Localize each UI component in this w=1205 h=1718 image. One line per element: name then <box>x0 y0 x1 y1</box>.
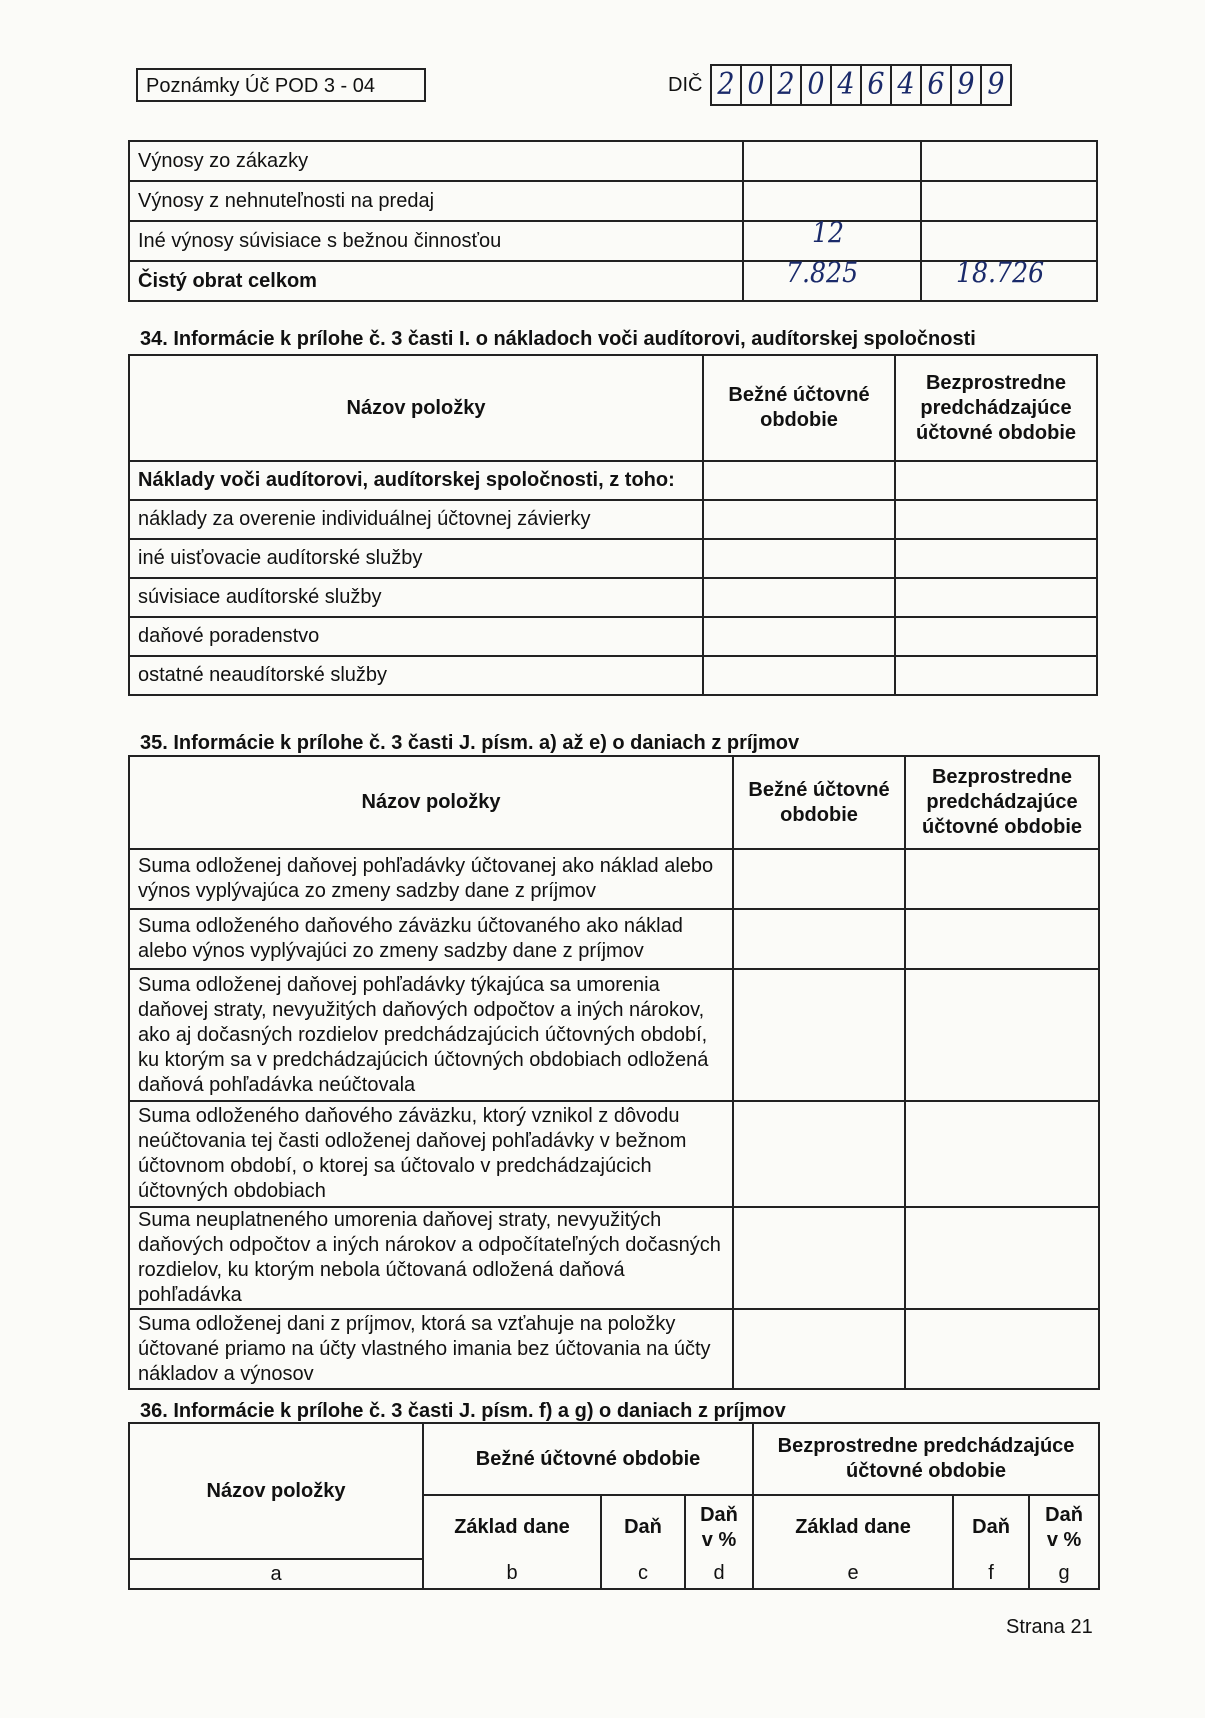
s34-cell-previous <box>895 461 1097 500</box>
section-35-table <box>128 755 1100 1390</box>
revenue-cell-previous <box>921 221 1097 261</box>
s35-col-previous: Bezprostredne predchádzajúce účtovné obdobie <box>905 756 1099 849</box>
table-row <box>129 1101 1099 1207</box>
s34-col-name: Názov položky <box>129 355 703 461</box>
s36-column-letter: d <box>685 1559 753 1589</box>
s34-cell-previous <box>895 500 1097 539</box>
dic-digit: 9 <box>980 64 1012 106</box>
form-label: Poznámky Úč POD 3 - 04 <box>146 75 375 97</box>
s36-column-letter: e <box>753 1559 953 1589</box>
section-35-title: 35. Informácie k prílohe č. 3 časti J. písm. a) až e) o daniach z príjmov <box>140 732 800 754</box>
revenue-row-label: Iné výnosy súvisiace s bežnou činnosťou <box>129 221 743 261</box>
revenue-row-label: Výnosy z nehnuteľnosti na predaj <box>129 181 743 221</box>
s36-group-previous: Bezprostredne predchádzajúce účtovné obdobie <box>753 1423 1099 1495</box>
s36-sub-base-current: Základ dane <box>423 1495 601 1559</box>
revenue-cell-current <box>743 181 921 221</box>
s34-col-current: Bežné účtovné obdobie <box>703 355 895 461</box>
table-row <box>129 1309 1099 1389</box>
s34-row-label: ostatné neaudítorské služby <box>129 656 703 695</box>
s34-cell-previous <box>895 617 1097 656</box>
s35-cell-previous <box>905 1309 1099 1389</box>
s35-cell-previous <box>905 909 1099 969</box>
section-36-table <box>128 1422 1100 1590</box>
revenue-table <box>128 140 1098 302</box>
s36-sub-tax-current: Daň <box>601 1495 685 1559</box>
table-row <box>129 500 1097 539</box>
s36-sub-tax-previous: Daň <box>953 1495 1029 1559</box>
s36-group-current: Bežné účtovné obdobie <box>423 1423 753 1495</box>
dic-digit: 0 <box>740 64 770 106</box>
s35-row-label: Suma odloženej daňovej pohľadávky účtovanej ako náklad alebo výnos vyplývajúca zo zmeny sadzby dane z príjmov <box>129 849 733 909</box>
table-row <box>129 181 1097 221</box>
s35-col-name: Názov položky <box>129 756 733 849</box>
s36-col-name: Názov položky <box>129 1423 423 1559</box>
handwritten-net-turnover-previous: 18.726 <box>956 256 1045 289</box>
dic-digit: 6 <box>920 64 950 106</box>
s34-cell-current <box>703 539 895 578</box>
revenue-row-label: Čistý obrat celkom <box>129 261 743 301</box>
s36-column-letter: f <box>953 1559 1029 1589</box>
dic-digit: 4 <box>830 64 860 106</box>
dic-digit: 0 <box>800 64 830 106</box>
dic-digit: 6 <box>860 64 890 106</box>
s34-cell-current <box>703 617 895 656</box>
s34-cell-previous <box>895 578 1097 617</box>
s35-row-label: Suma odloženého daňového záväzku účtovaného ako náklad alebo výnos vyplývajúci zo zmeny sadzby dane z príjmov <box>129 909 733 969</box>
s34-cell-current <box>703 656 895 695</box>
s36-sub-base-previous: Základ dane <box>753 1495 953 1559</box>
table-row <box>129 969 1099 1101</box>
s35-cell-current <box>733 909 905 969</box>
s36-column-letter: a <box>129 1559 423 1589</box>
s34-cell-previous <box>895 539 1097 578</box>
revenue-cell-current <box>743 141 921 181</box>
dic-digit: 4 <box>890 64 920 106</box>
s34-row-label: súvisiace audítorské služby <box>129 578 703 617</box>
s35-cell-current <box>733 1207 905 1309</box>
s35-cell-current <box>733 1309 905 1389</box>
section-34-title: 34. Informácie k prílohe č. 3 časti I. o nákladoch voči audítorovi, audítorskej spoločnosti <box>140 328 976 350</box>
s34-cell-current <box>703 578 895 617</box>
s35-col-current: Bežné účtovné obdobie <box>733 756 905 849</box>
table-row <box>129 539 1097 578</box>
s34-row-label: náklady za overenie individuálnej účtovnej závierky <box>129 500 703 539</box>
table-row <box>129 656 1097 695</box>
s34-cell-previous <box>895 656 1097 695</box>
dic-number <box>710 64 1012 106</box>
table-row <box>129 578 1097 617</box>
handwritten-net-turnover-current: 7.825 <box>786 256 859 289</box>
s36-sub-pct-previous: Daň v % <box>1029 1495 1099 1559</box>
s35-cell-current <box>733 1101 905 1207</box>
s36-column-letter: g <box>1029 1559 1099 1589</box>
s34-row-label: iné uisťovacie audítorské služby <box>129 539 703 578</box>
s35-row-label: Suma neuplatneného umorenia daňovej straty, nevyužitých daňových odpočtov a iných nárokov a odpočítateľných dočasných rozdielov, ku ktorým nebola účtovaná odložená daňová pohľadávka <box>129 1207 733 1309</box>
section-36-title: 36. Informácie k prílohe č. 3 časti J. písm. f) a g) o daniach z príjmov <box>140 1400 786 1422</box>
revenue-cell-previous <box>921 181 1097 221</box>
s36-sub-pct-current: Daň v % <box>685 1495 753 1559</box>
s35-row-label: Suma odloženej daňovej pohľadávky týkajúca sa umorenia daňovej straty, nevyužitých daňových odpočtov a iných nárokov, ako aj dočasných rozdielov predchádzajúcich účtovných období, ku ktorým sa v predchádzajúcich účtovných obdobiach odložená daňová pohľadávka neúčtovala <box>129 969 733 1101</box>
s36-column-letter: c <box>601 1559 685 1589</box>
s34-row-label: daňové poradenstvo <box>129 617 703 656</box>
s34-row-label: Náklady voči audítorovi, audítorskej spoločnosti, z toho: <box>129 461 703 500</box>
s35-cell-previous <box>905 969 1099 1101</box>
s35-row-label: Suma odloženej dani z príjmov, ktorá sa vzťahuje na položky účtované priamo na účty vlastného imania bez účtovania na účty nákladov a výnosov <box>129 1309 733 1389</box>
dic-digit: 9 <box>950 64 980 106</box>
table-row <box>129 1207 1099 1309</box>
s36-letter-row <box>129 1559 1099 1589</box>
table-row <box>129 617 1097 656</box>
s34-cell-current <box>703 461 895 500</box>
table-row <box>129 909 1099 969</box>
s35-cell-current <box>733 969 905 1101</box>
table-row <box>129 221 1097 261</box>
s35-cell-previous <box>905 1207 1099 1309</box>
dic-label: DIČ <box>668 74 703 96</box>
revenue-row-label: Výnosy zo zákazky <box>129 141 743 181</box>
s35-cell-previous <box>905 1101 1099 1207</box>
form-label-box <box>136 68 426 102</box>
revenue-cell-previous <box>921 141 1097 181</box>
table-row <box>129 849 1099 909</box>
dic-digit: 2 <box>710 64 740 106</box>
s34-col-previous: Bezprostredne predchádzajúce účtovné obdobie <box>895 355 1097 461</box>
s35-row-label: Suma odloženého daňového záväzku, ktorý vznikol z dôvodu neúčtovania tej časti odloženej daňovej pohľadávky v bežnom účtovnom období, o ktorej sa účtovalo v predchádzajúcich účtovných obdobiach <box>129 1101 733 1207</box>
page-number: Strana 21 <box>1006 1616 1093 1638</box>
table-row <box>129 261 1097 301</box>
handwritten-other-revenue: 12 <box>812 216 845 249</box>
s34-cell-current <box>703 500 895 539</box>
s35-cell-previous <box>905 849 1099 909</box>
s36-column-letter: b <box>423 1559 601 1589</box>
s35-cell-current <box>733 849 905 909</box>
table-row <box>129 141 1097 181</box>
section-34-table <box>128 354 1098 696</box>
dic-digit: 2 <box>770 64 800 106</box>
table-row <box>129 461 1097 500</box>
